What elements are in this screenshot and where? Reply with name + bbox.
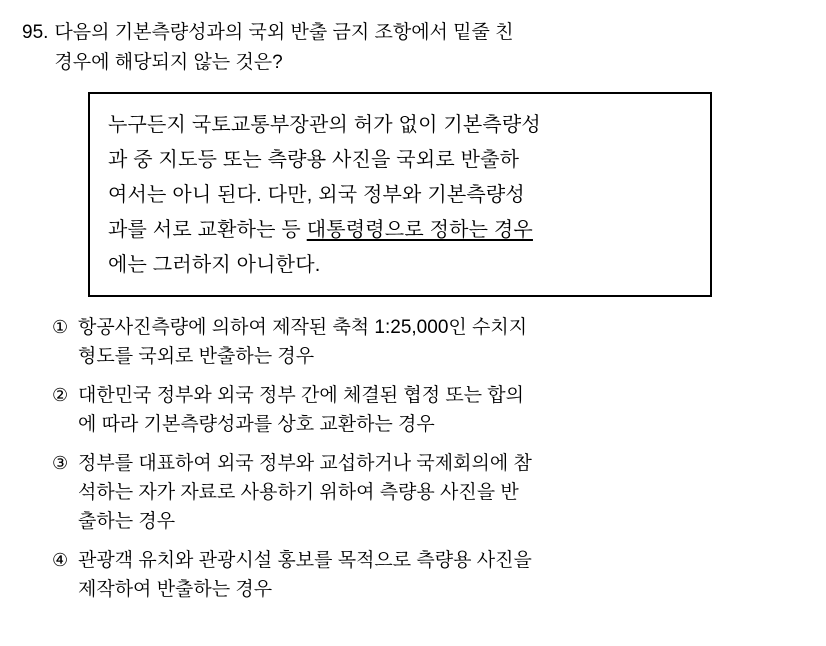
exam-question-page — [0, 18, 826, 646]
quote-line-1: 누구든지 국토교통부장관의 허가 없이 기본측량성 — [108, 114, 541, 136]
quote-line-2: 과 중 지도등 또는 측량용 사진을 국외로 반출하 — [108, 149, 520, 171]
choice-3-line-3: 출하는 경우 — [78, 511, 176, 532]
question-line-1: 다음의 기본측량성과의 국외 반출 금지 조항에서 밑줄 친 — [54, 22, 514, 43]
choice-4-line-2: 제작하여 반출하는 경우 — [78, 579, 273, 600]
quote-line-3: 여서는 아니 된다. 다만, 외국 정부와 기본측량성 — [108, 184, 525, 206]
answer-choices — [52, 313, 796, 604]
choice-3-line-2: 석하는 자가 자료로 사용하기 위하여 측량용 사진을 반 — [78, 482, 519, 503]
choice-1-line-2: 형도를 국외로 반출하는 경우 — [78, 346, 315, 367]
quote-underlined-phrase: 대통령령으로 정하는 경우 — [306, 219, 533, 241]
question-number: 95. — [22, 22, 49, 43]
choice-3-line-1: 정부를 대표하여 외국 정부와 교섭하거나 국제회의에 참 — [78, 453, 532, 474]
choice-3[interactable] — [52, 449, 796, 536]
choice-2-marker: ② — [52, 385, 69, 405]
choice-4-text — [78, 546, 796, 604]
quote-line-4 — [108, 213, 692, 248]
choice-1[interactable] — [52, 313, 796, 371]
quote-line-4-prefix: 과를 서로 교환하는 등 — [108, 219, 307, 241]
choice-2-text — [78, 381, 796, 439]
quote-line-5: 에는 그러하지 아니한다. — [108, 254, 321, 276]
question-text — [54, 18, 796, 78]
choice-2-line-1: 대한민국 정부와 외국 정부 간에 체결된 협정 또는 합의 — [78, 385, 525, 406]
choice-4-marker: ④ — [52, 550, 69, 570]
choice-1-marker: ① — [52, 317, 69, 337]
choice-3-marker: ③ — [52, 453, 69, 473]
choice-1-line-1: 항공사진측량에 의하여 제작된 축척 1:25,000인 수치지 — [78, 317, 528, 338]
choice-1-text — [78, 313, 796, 371]
choice-3-text — [78, 449, 796, 536]
statute-quote-box — [88, 92, 712, 297]
choice-2-line-2: 에 따라 기본측량성과를 상호 교환하는 경우 — [78, 414, 435, 435]
question-stem — [0, 18, 826, 78]
question-line-2: 경우에 해당되지 않는 것은? — [54, 52, 283, 73]
choice-2[interactable] — [52, 381, 796, 439]
choice-4[interactable] — [52, 546, 796, 604]
choice-4-line-1: 관광객 유치와 관광시설 홍보를 목적으로 측량용 사진을 — [78, 550, 532, 571]
